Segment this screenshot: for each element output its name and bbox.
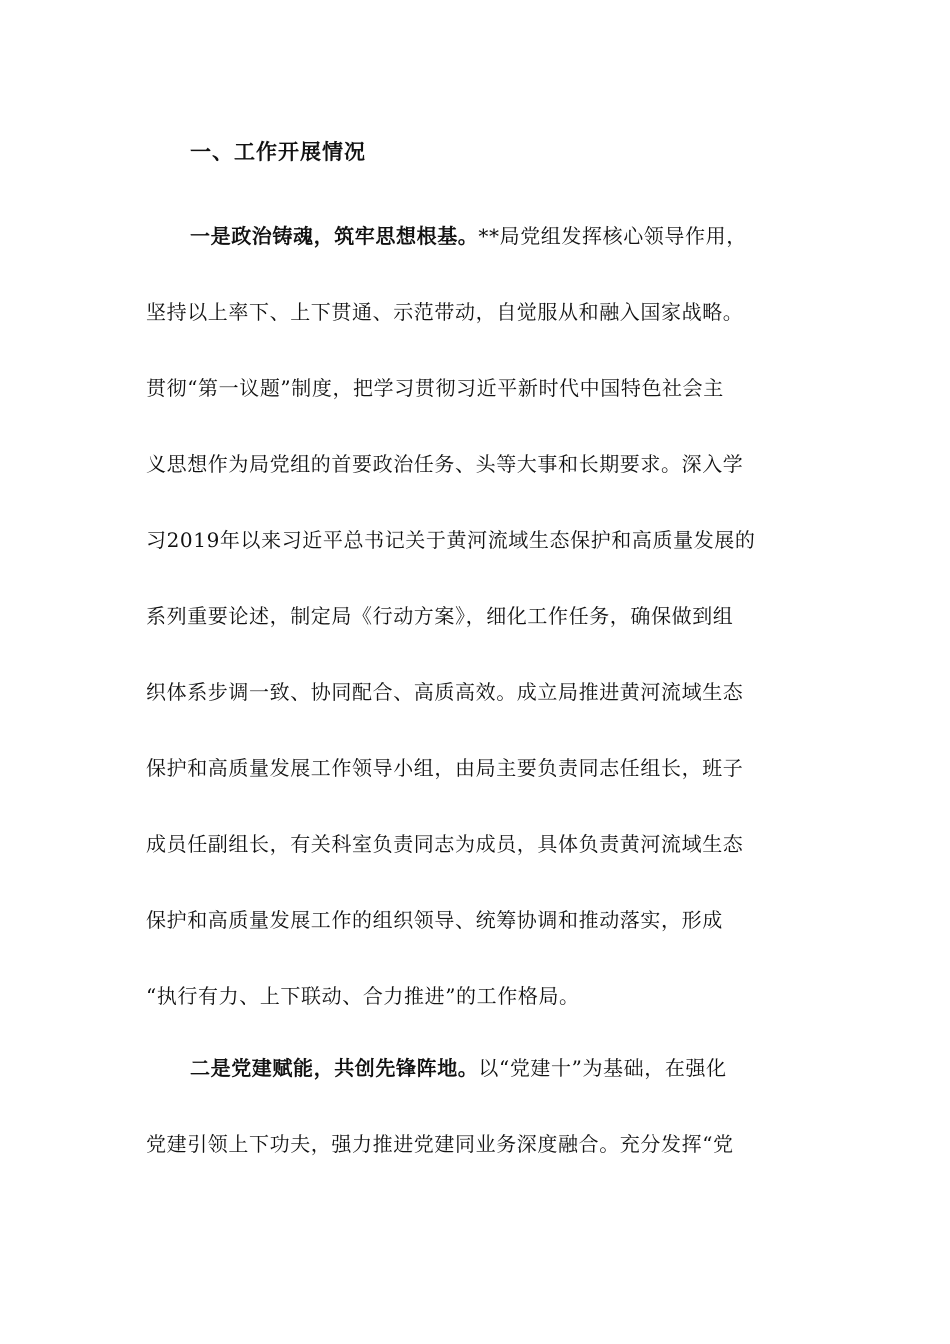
paragraph-lead: 二是党建赋能，共创先锋阵地。 <box>190 1056 479 1080</box>
paragraph-line: 坚持以上率下、上下贯通、示范带动，自觉服从和融入国家战略。 <box>146 300 744 324</box>
paragraph-line: 保护和高质量发展工作领导小组，由局主要负责同志任组长，班子 <box>146 756 744 780</box>
paragraph-line: 保护和高质量发展工作的组织领导、统筹协调和推动落实，形成 <box>146 908 723 932</box>
section-heading: 一、工作开展情况 <box>190 139 366 164</box>
paragraph-line: 习2019年以来习近平总书记关于黄河流域生态保护和高质量发展的 <box>146 528 756 552</box>
paragraph-text: 以“党建十”为基础，在强化 <box>478 1056 727 1080</box>
paragraph-line <box>146 1030 806 1106</box>
paragraph-party-building <box>146 1030 806 1182</box>
paragraph-line: 贯彻“第一议题”制度，把学习贯彻习近平新时代中国特色社会主 <box>146 376 724 400</box>
paragraph-line: 成员任副组长，有关科室负责同志为成员，具体负责黄河流域生态 <box>146 832 744 856</box>
paragraph-text: **局党组发挥核心领导作用， <box>478 224 747 248</box>
paragraph-line: 义思想作为局党组的首要政治任务、头等大事和长期要求。深入学 <box>146 452 744 476</box>
paragraph-line: 织体系步调一致、协同配合、高质高效。成立局推进黄河流域生态 <box>146 680 744 704</box>
paragraph-line <box>146 198 806 274</box>
paragraph-lead: 一是政治铸魂，筑牢思想根基。 <box>190 224 479 248</box>
paragraph-line: 系列重要论述，制定局《行动方案》，细化工作任务，确保做到组 <box>146 604 734 628</box>
paragraph-line: 党建引领上下功夫，强力推进党建同业务深度融合。充分发挥“党 <box>146 1132 734 1156</box>
paragraph-line: “执行有力、上下联动、合力推进”的工作格局。 <box>146 984 580 1008</box>
paragraph-political-soul <box>146 198 806 1034</box>
